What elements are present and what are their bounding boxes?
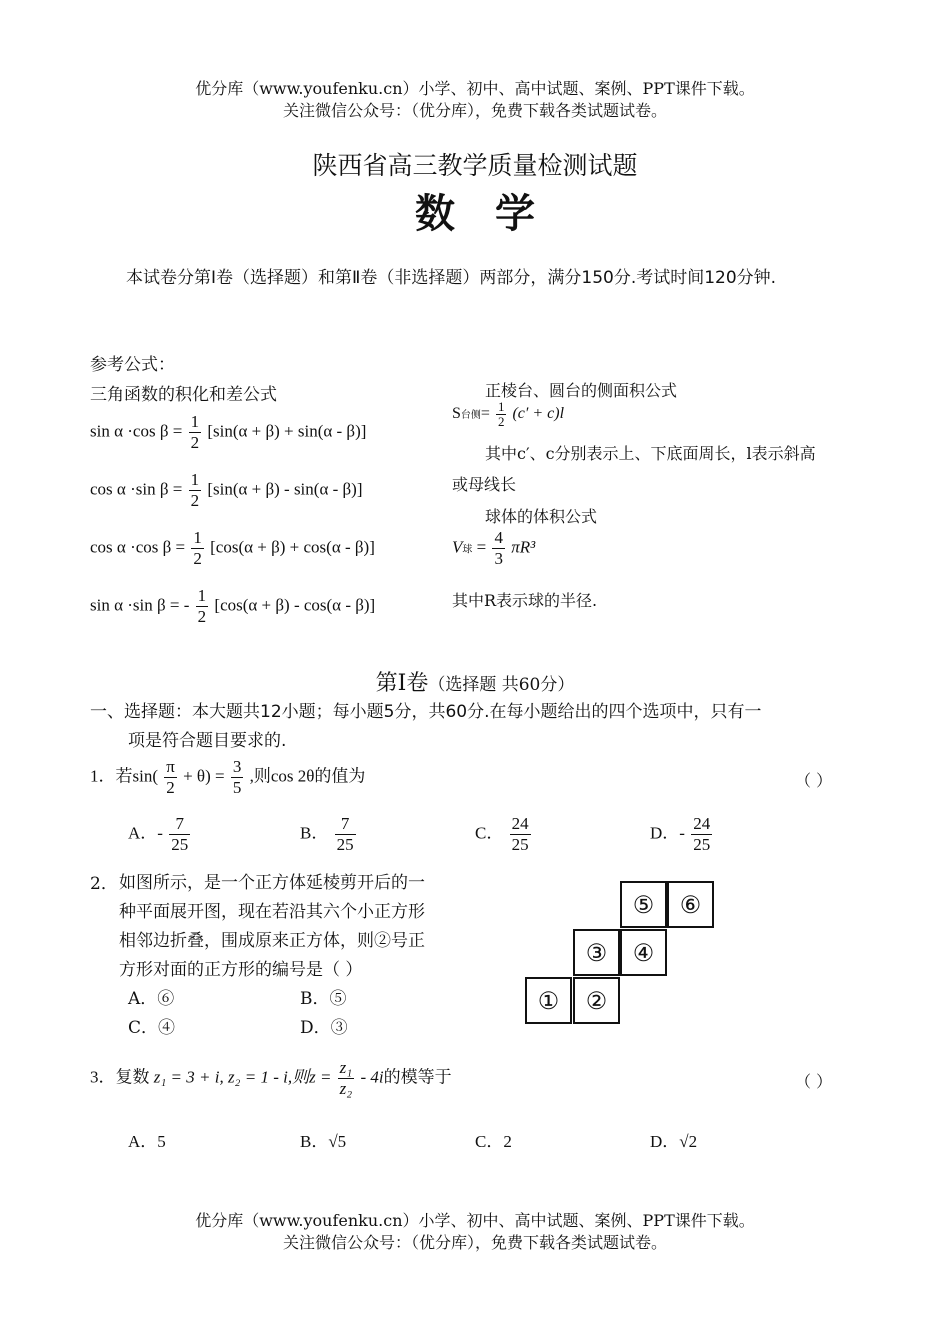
part1-instruction-2: 项是符合题目要求的. [128, 731, 287, 751]
sphere-note: 其中R表示球的半径. [452, 591, 598, 610]
q3-option-a[interactable]: A．5 [128, 1132, 166, 1151]
q3-option-c[interactable]: C．2 [475, 1132, 512, 1151]
sphere-formula: V球 = $\frac{4}{3}$ πR³ [452, 528, 536, 568]
sphere-formula-title: 球体的体积公式 [485, 507, 598, 526]
q1-option-d[interactable]: D．- $\frac{24}{25}$ [650, 814, 711, 854]
question-1: 1．若sin( $\frac{\pi}{2}$ + θ) = $\frac{3}{5}$ ,则cos 2θ的值为 [90, 757, 366, 797]
q1-option-c[interactable]: C． $\frac{24}{25}$ [475, 814, 529, 854]
question-2-number: 2． [90, 874, 118, 894]
frustum-formula-title: 正棱台、圆台的侧面积公式 [485, 381, 678, 400]
formula-heading: 参考公式： [90, 355, 175, 375]
q3-option-b[interactable]: B．√5 [300, 1132, 347, 1151]
q2-option-c[interactable]: C．④ [128, 1018, 176, 1038]
question-3-answer-paren: （ ） [795, 1072, 833, 1091]
cube-face-3: ③ [573, 929, 620, 976]
frustum-formula: S台侧= $\frac{1}{2}$ (c′ + c)l [452, 399, 565, 429]
trig-formula-title: 三角函数的积化和差公式 [90, 385, 277, 405]
q1-option-a[interactable]: A．- $\frac{7}{25}$ [128, 814, 189, 854]
cube-face-6: ⑥ [667, 881, 714, 928]
cube-face-1: ① [525, 977, 572, 1024]
q2-option-a[interactable]: A．⑥ [128, 989, 175, 1009]
trig-formula-4: sin α ·sin β = - $\frac{1}{2}$ [cos(α + β) - cos(α - β)] [90, 586, 376, 626]
trig-formula-2: cos α ·sin β = $\frac{1}{2}$ [sin(α + β) - sin(α - β)] [90, 470, 363, 510]
frustum-note-2: 或母线长 [452, 475, 517, 494]
q3-option-d[interactable]: D．√2 [650, 1132, 698, 1151]
q2-option-d[interactable]: D．③ [300, 1018, 348, 1038]
trig-formula-1: sin α ·cos β = $\frac{1}{2}$ [sin(α + β) + sin(α - β)] [90, 412, 367, 452]
exam-intro: 本试卷分第Ⅰ卷（选择题）和第Ⅱ卷（非选择题）两部分，满分150分.考试时间120分钟. [126, 268, 777, 288]
footer-line-2: 关注微信公众号：（优分库），免费下载各类试题试卷。 [282, 1233, 667, 1252]
subject-title: 数学 [415, 191, 575, 237]
cube-face-4: ④ [620, 929, 667, 976]
trig-formula-3: cos α ·cos β = $\frac{1}{2}$ [cos(α + β) + cos(α - β)] [90, 528, 375, 568]
question-3: 3．复数 z₁ = 3 + i, z₂ = 1 - i,则z = $\frac{\text{z₁}}{\text{z₂}}$ - 4i的模等于 [90, 1058, 452, 1098]
cube-net-figure [525, 881, 715, 1024]
question-1-answer-paren: （ ） [795, 771, 833, 790]
question-2-text: 如图所示，是一个正方体延棱剪开后的一 种平面展开图，现在若沿其六个小正方形 相邻边折叠，围成原来正方体，则②号正 方形对面的正方形的编号是（ ） [119, 873, 425, 980]
part1-instruction-1: 一、选择题：本大题共12小题；每小题5分，共60分.在每小题给出的四个选项中，只有一 [90, 702, 762, 722]
cube-face-2: ② [573, 977, 620, 1024]
q2-option-b[interactable]: B．⑤ [300, 989, 347, 1009]
q1-option-b[interactable]: B． $\frac{7}{25}$ [300, 814, 354, 854]
header-line-1: 优分库（www.youfenku.cn）小学、初中、高中试题、案例、PPT课件下载。 [195, 79, 755, 98]
cube-face-5: ⑤ [620, 881, 667, 928]
part1-heading: 第Ⅰ卷（选择题 共60分） [375, 671, 575, 696]
exam-title: 陕西省高三教学质量检测试题 [312, 151, 638, 180]
header-line-2: 关注微信公众号：（优分库），免费下载各类试题试卷。 [282, 101, 667, 120]
frustum-note-1: 其中c′、c分别表示上、下底面周长，l表示斜高 [485, 444, 816, 463]
footer-line-1: 优分库（www.youfenku.cn）小学、初中、高中试题、案例、PPT课件下载。 [195, 1211, 755, 1230]
